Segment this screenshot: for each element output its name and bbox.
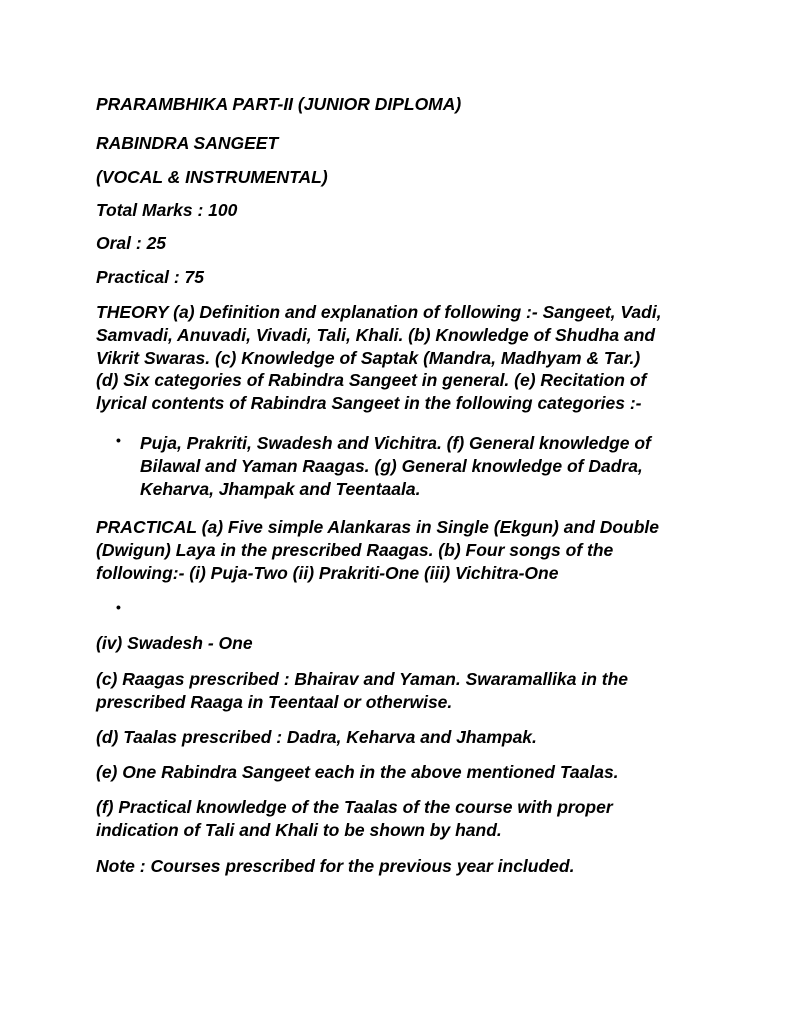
text-line: indication of Tali and Khali to be shown by hand. [96,819,502,840]
text-line: (Dwigun) Laya in the prescribed Raagas. (b) Four songs of the [96,539,614,560]
text-line: (d) Six categories of Rabindra Sangeet in general. (e) Recitation of [96,370,647,391]
item-c [96,668,628,714]
mode-heading: (VOCAL & INSTRUMENTAL) [96,167,328,187]
document-title: PRARAMBHIKA PART-II (JUNIOR DIPLOMA) [96,94,462,114]
item-f [96,796,613,842]
practical-marks: Practical : 75 [96,267,204,287]
bullet-icon: • [116,432,121,448]
subject-heading: RABINDRA SANGEET [96,133,279,153]
text-line: Samvadi, Anuvadi, Vivadi, Tali, Khali. (b) Knowledge of Shudha and [96,324,656,345]
text-line: lyrical contents of Rabindra Sangeet in the following categories :- [96,393,642,414]
text-line: following:- (i) Puja-Two (ii) Prakriti-One (iii) Vichitra-One [96,562,559,583]
total-marks: Total Marks : 100 [96,200,238,220]
text-line: (f) Practical knowledge of the Taalas of the course with proper [96,797,613,817]
text-line: Keharva, Jhampak and Teentaala. [140,478,421,499]
text-line: Vikrit Swaras. (c) Knowledge of Saptak (Mandra, Madhyam & Tar.) [96,347,641,368]
item-e: (e) One Rabindra Sangeet each in the above mentioned Taalas. [96,762,619,782]
item-d: (d) Taalas prescribed : Dadra, Keharva and Jhampak. [96,727,537,747]
text-line: Puja, Prakriti, Swadesh and Vichitra. (f) General knowledge of [140,433,651,453]
text-line: Bilawal and Yaman Raagas. (g) General knowledge of Dadra, [140,455,643,476]
oral-marks: Oral : 25 [96,233,167,253]
theory-bullet-item [140,432,651,500]
text-line: prescribed Raaga in Teentaal or otherwise. [96,691,453,712]
theory-paragraph [96,301,662,415]
text-line: PRACTICAL (a) Five simple Alankaras in Single (Ekgun) and Double [96,517,660,537]
note: Note : Courses prescribed for the previous year included. [96,856,575,876]
text-line: (c) Raagas prescribed : Bhairav and Yaman. Swaramallika in the [96,669,629,689]
practical-paragraph [96,516,659,584]
item-iv: (iv) Swadesh - One [96,633,253,653]
text-line: THEORY (a) Definition and explanation of following :- Sangeet, Vadi, [96,302,662,322]
empty-bullet-icon: • [116,599,121,615]
